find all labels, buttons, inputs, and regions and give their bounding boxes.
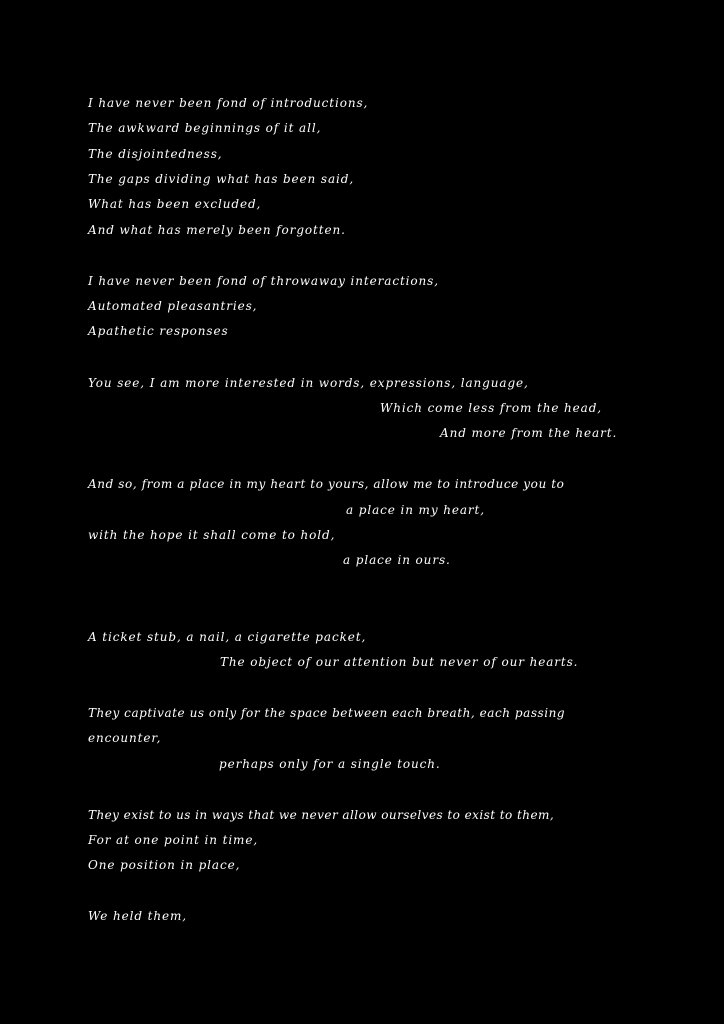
poem-line: The object of our attention but never of our hearts. (220, 655, 579, 669)
poem-line: encounter, (88, 731, 162, 745)
poem-line: Which come less from the head, (380, 401, 603, 415)
poem-line: with the hope it shall come to hold, (88, 528, 336, 542)
poem-line: Automated pleasantries, (88, 299, 258, 313)
poem-line: perhaps only for a single touch. (219, 757, 441, 771)
poem-line: The awkward beginnings of it all, (88, 121, 322, 135)
poem-line: What has been excluded, (88, 197, 262, 211)
poem-line: The gaps dividing what has been said, (88, 172, 355, 186)
poem-line: For at one point in time, (88, 833, 259, 847)
poem-line: You see, I am more interested in words, expressions, language, (88, 376, 529, 390)
poem-line: They exist to us in ways that we never allow ourselves to exist to them, (88, 808, 555, 822)
poem-line: I have never been fond of throwaway interactions, (88, 274, 439, 288)
poem-line: And so, from a place in my heart to yours, allow me to introduce you to (88, 477, 565, 491)
poem-line: One position in place, (88, 858, 241, 872)
poem-line: And what has merely been forgotten. (88, 223, 346, 237)
poem-line: a place in ours. (343, 553, 451, 567)
poem-line: I have never been fond of introductions, (88, 96, 369, 110)
poem-line: a place in my heart, (346, 503, 485, 517)
poem-line: They captivate us only for the space between each breath, each passing (88, 706, 566, 720)
poem-line: Apathetic responses (88, 324, 229, 338)
poem-line: And more from the heart. (440, 426, 618, 440)
poem-line: We held them, (88, 909, 187, 923)
poem-line: A ticket stub, a nail, a cigarette packet, (88, 630, 367, 644)
poem-line: The disjointedness, (88, 147, 223, 161)
